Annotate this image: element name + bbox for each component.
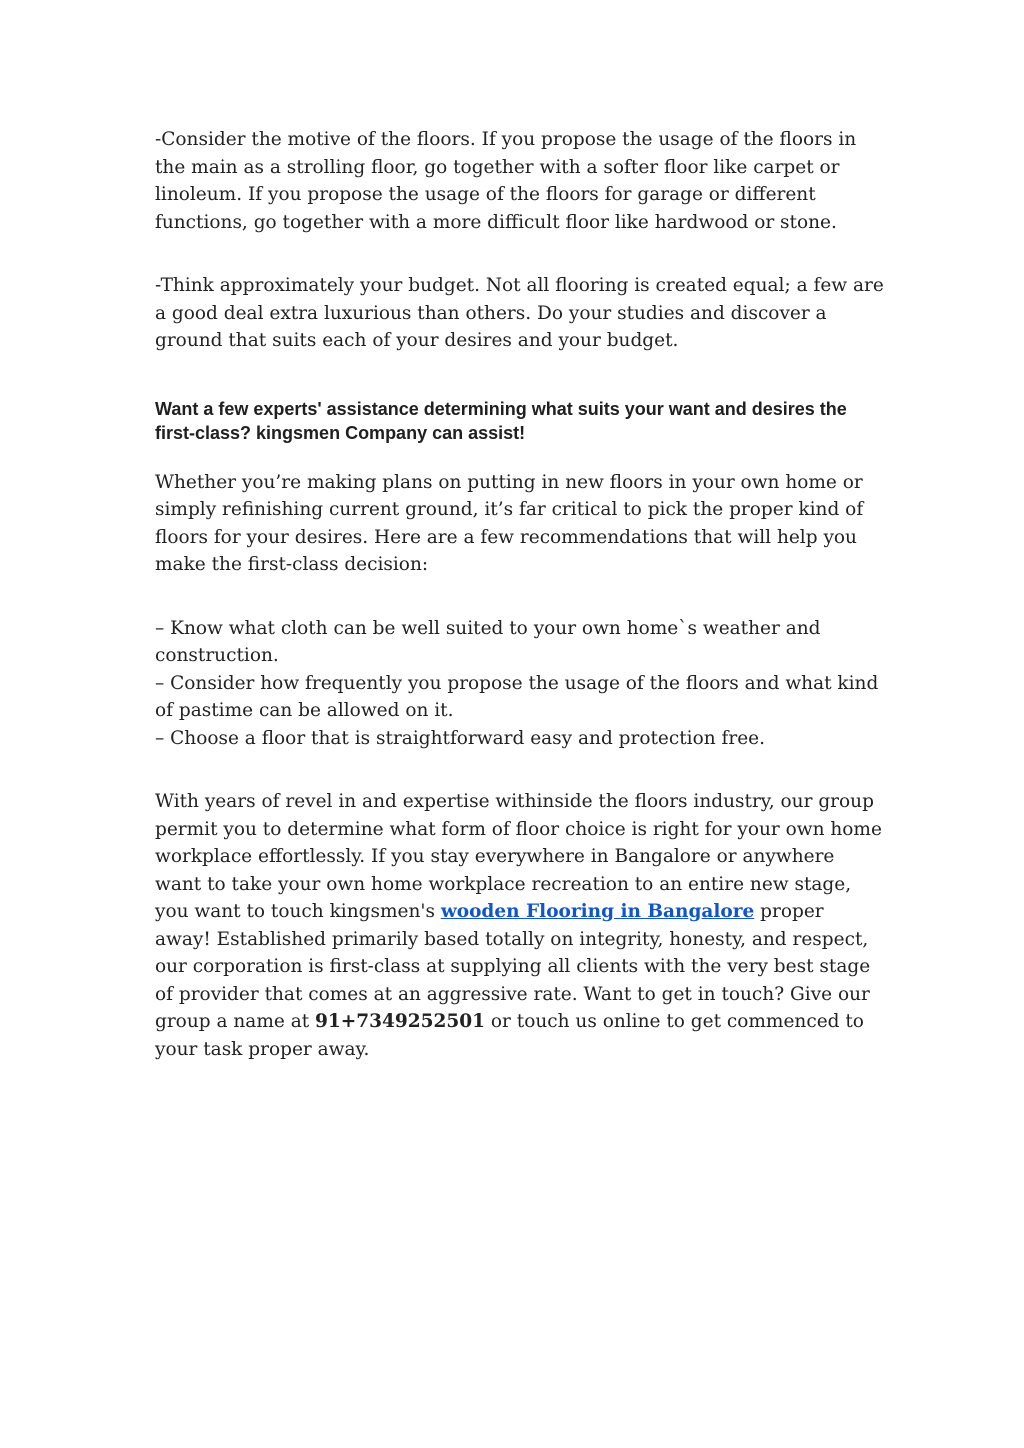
- closing-text-start: With years of revel in and expertise withinside the floors industry, our group permit you to determine what form of floor choice is right for your own home workplace effortlessly. If you stay everywhere in Bangalore or anywhere want to take your own home workplace recreation to an entire new stage, you want to touch kingsmen's: [155, 791, 882, 922]
- paragraph-closing: [155, 788, 885, 1063]
- section-heading: Want a few experts' assistance determining what suits your want and desires the first-class? kingsmen Company can assist!: [155, 398, 847, 443]
- list-item: – Consider how frequently you propose the usage of the floors and what kind of pastime can be allowed on it.: [155, 672, 879, 721]
- paragraph-intro: Whether you’re making plans on putting in new floors in your own home or simply refinishing current ground, it’s far critical to pick the proper kind of floors for your desires. Here are a few recommendations that will help you make the first-class decision:: [155, 471, 864, 575]
- closing-text-end: or touch us online to get commenced to your task proper away.: [155, 1011, 864, 1060]
- list-item: – Choose a floor that is straightforward easy and protection free.: [155, 727, 765, 749]
- paragraph-budget: -Think approximately your budget. Not all flooring is created equal; a few are a good deal extra luxurious than others. Do your studies and discover a ground that suits each of your desires and your budget.: [155, 275, 884, 351]
- tips-list: [155, 615, 885, 753]
- closing-text-middle: proper away! Established primarily based totally on integrity, honesty, and respect, our corporation is first-class at supplying all clients with the very best stage of provider that comes at an aggressive rate. Want to get in touch? Give our group a name at: [155, 901, 871, 1032]
- paragraph-floor-motive: -Consider the motive of the floors. If you propose the usage of the floors in the main as a strolling floor, go together with a softer floor like carpet or linoleum. If you propose the usage of the floors for garage or different functions, go together with a more difficult floor like hardwood or stone.: [155, 129, 857, 233]
- phone-number: 91+7349252501: [315, 1011, 486, 1032]
- list-item: – Know what cloth can be well suited to your own home`s weather and construction.: [155, 617, 821, 666]
- document-body: [155, 126, 885, 1063]
- wooden-flooring-link[interactable]: wooden Flooring in Bangalore: [440, 901, 755, 922]
